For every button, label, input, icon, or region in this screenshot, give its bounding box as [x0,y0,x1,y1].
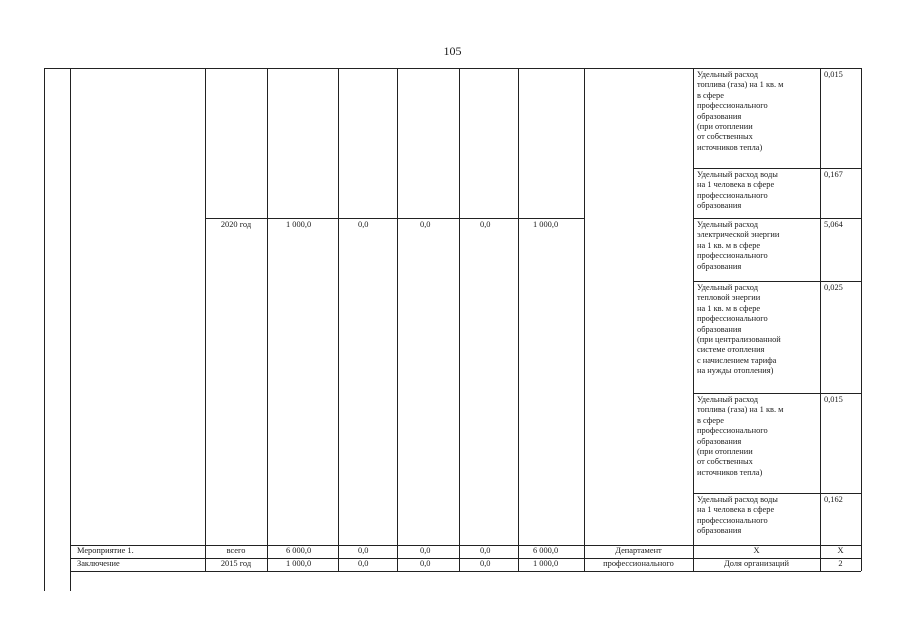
indicator-value: 5,064 [824,220,843,229]
amount-cell: 0,0 [480,559,491,568]
column-divider [584,68,585,571]
indicator-value: 0,162 [824,495,843,504]
amount-cell: 0,0 [420,546,431,555]
amount-cell: 0,0 [480,220,491,229]
executor-cell: профессионального [603,559,674,568]
indicator-text: Удельный расход тепловой энергии на 1 кв. м в сфере профессионального образования (при централизованной системе отопления с начислением тарифа на нужды отопления) [697,283,781,376]
row-divider [693,493,861,494]
column-divider [267,68,268,571]
period-cell: всего [226,546,246,555]
amount-cell: 0,0 [420,220,431,229]
column-divider [459,68,460,571]
column-divider [397,68,398,571]
indicator-text: Удельный расход топлива (газа) на 1 кв. м в сфере профессионального образования (при отоплении от собственных источников тепла) [697,395,784,477]
amount-cell: 1 000,0 [533,559,559,568]
column-divider [338,68,339,571]
amount-cell: 6 000,0 [286,546,312,555]
indicator-value: 0,025 [824,283,843,292]
column-divider [70,68,71,591]
row-divider [693,281,861,282]
executor-cell: Департамент [615,546,662,555]
indicator-value: 0,167 [824,170,843,179]
indicator-text: Удельный расход электрической энергии на 1 кв. м в сфере профессионального образования [697,220,780,271]
amount-cell: 1 000,0 [286,220,312,229]
amount-cell: 1 000,0 [286,559,312,568]
indicator-text: Удельный расход воды на 1 человека в сфере профессионального образования [697,495,778,536]
indicator-text: Удельный расход топлива (газа) на 1 кв. м в сфере профессионального образования (при отоплении от собственных источников тепла) [697,70,784,152]
amount-cell: 0,0 [358,559,369,568]
indicator-cell: Доля организаций [724,559,789,568]
period-cell: 2015 год [220,559,252,568]
measure-name: Заключение [77,559,120,568]
table-border-left [44,68,45,591]
amount-cell: 1 000,0 [533,220,559,229]
amount-cell: 0,0 [358,220,369,229]
column-divider [693,68,694,571]
amount-cell: 0,0 [480,546,491,555]
column-divider [518,68,519,571]
row-divider [205,218,584,219]
row-divider [693,218,861,219]
table-border-right [861,68,862,571]
value-cell: 2 [838,559,843,568]
column-divider [820,68,821,571]
table-border-top [44,68,861,69]
page-number: 105 [443,44,462,58]
amount-cell: 0,0 [420,559,431,568]
indicator-value: 0,015 [824,70,843,79]
value-cell: Х [837,546,844,555]
indicator-text: Удельный расход воды на 1 человека в сфере профессионального образования [697,170,778,211]
amount-cell: 0,0 [358,546,369,555]
indicator-cell: Х [753,546,760,555]
row-divider [70,571,861,572]
row-divider [693,393,861,394]
row-divider [693,168,861,169]
column-divider [205,68,206,571]
indicator-value: 0,015 [824,395,843,404]
year-cell: 2020 год [220,220,252,229]
amount-cell: 6 000,0 [533,546,559,555]
measure-name: Мероприятие 1. [77,546,134,555]
